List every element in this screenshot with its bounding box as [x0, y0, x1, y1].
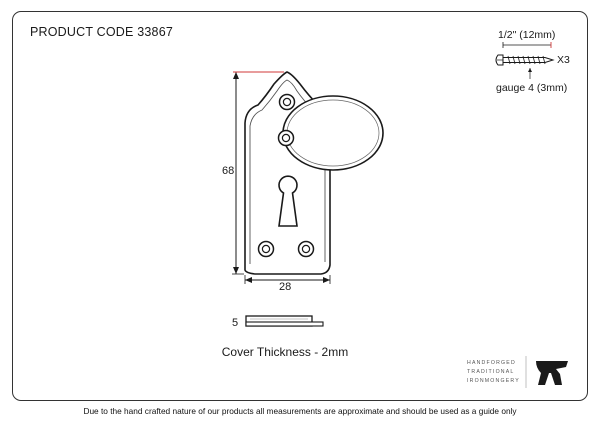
- keyhole-cover: [283, 96, 383, 170]
- disclaimer-footer: Due to the hand crafted nature of our products all measurements are approximate and should be used as a guide only: [83, 406, 517, 416]
- screw-hole-top-inner: [283, 98, 290, 105]
- anvil-logo: [526, 356, 568, 388]
- screw-length-label: 1/2" (12mm): [498, 29, 556, 41]
- screw-hole-bottom-right-inner: [302, 245, 309, 252]
- cover-thickness-caption: Cover Thickness - 2mm: [221, 345, 349, 359]
- thickness-profile: [246, 316, 323, 326]
- height-label: 68: [222, 165, 235, 177]
- thickness-label: 5: [232, 317, 239, 329]
- screw-icon: [496, 42, 553, 79]
- screw-hole-bottom-left-inner: [262, 245, 269, 252]
- screw-gauge-label: gauge 4 (3mm): [496, 82, 568, 94]
- brand-line-1: HANDFORGED: [467, 360, 516, 366]
- brand-line-2: TRADITIONAL: [467, 369, 515, 375]
- brand-line-3: IRONMONGERY: [467, 378, 520, 384]
- product-code: PRODUCT CODE 33867: [30, 25, 173, 39]
- screw-quantity-label: X3: [557, 54, 570, 66]
- width-label: 28: [279, 281, 292, 293]
- keyhole: [279, 176, 297, 226]
- cover-pivot-screw-inner: [282, 134, 289, 141]
